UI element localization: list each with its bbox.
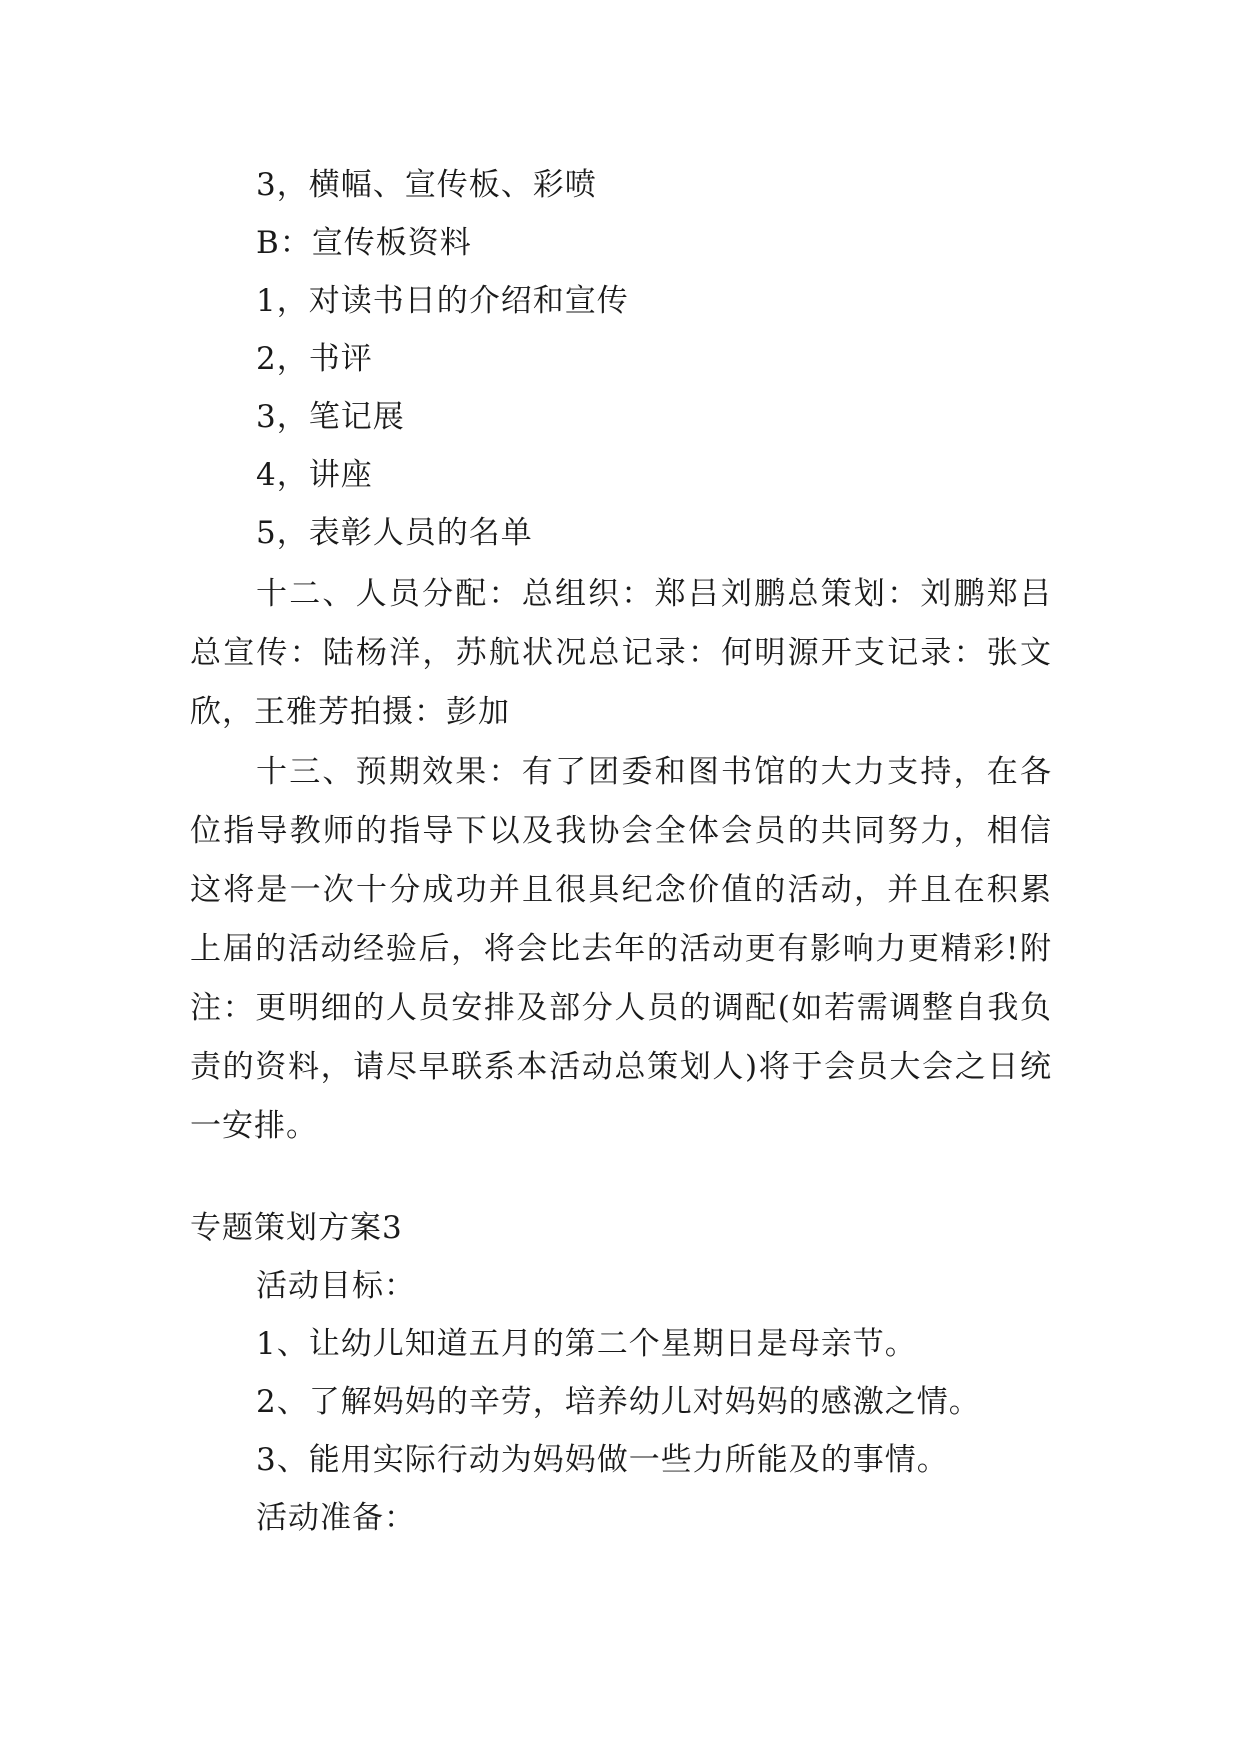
list-item: 2，书评 bbox=[256, 341, 373, 377]
goal-item: 3、能用实际行动为妈妈做一些力所能及的事情。 bbox=[256, 1442, 949, 1478]
list-item: 3，笔记展 bbox=[256, 399, 405, 435]
list-item: 1，对读书日的介绍和宣传 bbox=[256, 283, 629, 319]
expected-results-paragraph: 十三、预期效果：有了团委和图书馆的大力支持，在各位指导教师的指导下以及我协会全体会员的共同努力，相信这将是一次十分成功并且很具纪念价值的活动，并且在积累上届的活动经验后，将会比去年的活动更有影响力更精彩!附注：更明细的人员安排及部分人员的调配(如若需调整自我负责的资料，请尽早联系本活动总策划人)将于会员大会之日统一安排。 bbox=[190, 754, 1052, 1144]
prep-heading: 活动准备： bbox=[256, 1500, 416, 1536]
list-item: 4，讲座 bbox=[256, 457, 373, 493]
section-title: 专题策划方案3 bbox=[190, 1210, 403, 1246]
list-item: 5，表彰人员的名单 bbox=[256, 515, 533, 551]
list-item: B：宣传板资料 bbox=[256, 225, 472, 261]
list-item: 3，横幅、宣传板、彩喷 bbox=[256, 167, 597, 203]
goal-item: 1、让幼儿知道五月的第二个星期日是母亲节。 bbox=[256, 1326, 917, 1362]
goal-heading: 活动目标： bbox=[256, 1268, 416, 1304]
staffing-paragraph: 十二、人员分配：总组织：郑吕刘鹏总策划：刘鹏郑吕总宣传：陆杨洋，苏航状况总记录：何明源开支记录：张文欣，王雅芳拍摄：彭加 bbox=[190, 576, 1052, 730]
goal-item: 2、了解妈妈的辛劳，培养幼儿对妈妈的感激之情。 bbox=[256, 1384, 981, 1420]
